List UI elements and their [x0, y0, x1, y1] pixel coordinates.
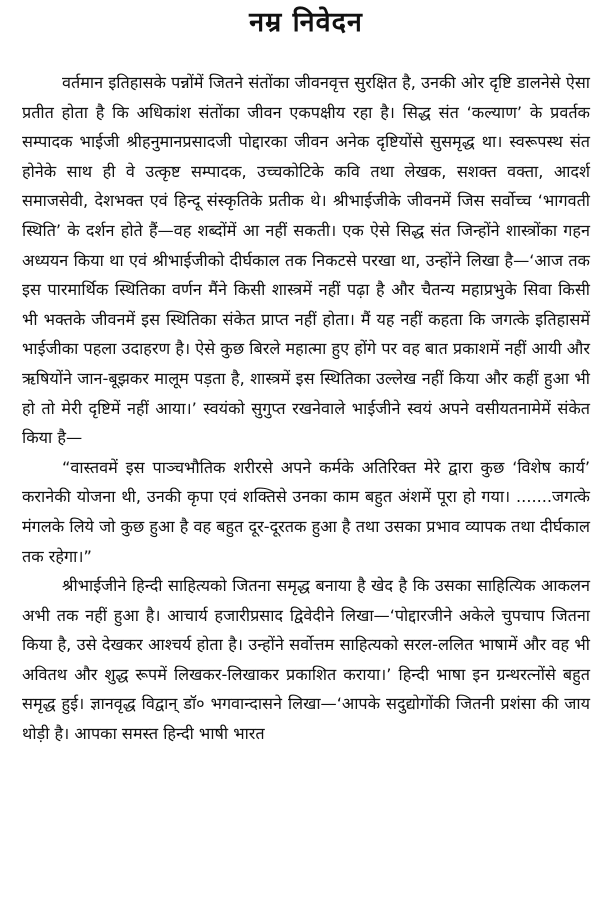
page-title: नम्र निवेदन — [249, 7, 363, 38]
paragraph-quote: “वास्तवमें इस पाञ्चभौतिक शरीरसे अपने कर्मके अतिरिक्त मेरे द्वारा कुछ ‘विशेष कार्य’ करानेकी योजना थी, उनकी कृपा एवं शक्तिसे उनका काम बहुत अंशमें पूरा हो गया। .......जगत्के मंगलके लिये जो कुछ हुआ है वह बहुत दूर-दूरतक हुआ है तथा उसका प्रभाव व्यापक तथा दीर्घकाल तक रहेगा।” — [22, 457, 590, 566]
paragraph-intro: वर्तमान इतिहासके पन्नोंमें जितने संतोंका जीवनवृत्त सुरक्षित है, उनकी ओर दृष्टि डालनेसे ऐसा प्रतीत होता है कि अधिकांश संतोंका जीवन एकपक्षीय रहा है। सिद्ध संत ‘कल्याण’ के प्रवर्तक सम्पादक भाईजी श्रीहनुमानप्रसादजी पोद्दारका जीवन अनेक दृष्टियोंसे सुसमृद्ध था। स्वरूपस्थ संत होनेके साथ ही वे उत्कृष्ट सम्पादक, उच्चकोटिके कवि तथा लेखक, सशक्त वक्ता, आदर्श समाजसेवी, देशभक्त एवं हिन्दू संस्कृतिके प्रतीक थे। श्रीभाईजीके जीवनमें जिस सर्वोच्च ‘भागवती स्थिति’ के दर्शन होते हैं—वह शब्दोंमें आ नहीं सकती। एक ऐसे सिद्ध संत जिन्होंने शास्त्रोंका गहन अध्ययन किया था एवं श्रीभाईजीको दीर्घकाल तक निकटसे परखा था, उन्होंने लिखा है—‘आज तक इस पारमार्थिक स्थितिका वर्णन मैंने किसी शास्त्रमें नहीं पढ़ा है और चैतन्य महाप्रभुके सिवा किसी भी भक्तके जीवनमें इस स्थितिका संकेत प्राप्त नहीं होता। मैं यह नहीं कहता कि जगत्के इतिहासमें भाईजीका पहला उदाहरण है। ऐसे कुछ बिरले महात्मा हुए होंगे पर वह बात प्रकाशमें नहीं आयी और ऋषियोंने जान-बूझकर मालूम पड़ता है, शास्त्रमें इस स्थितिका उल्लेख नहीं किया और कहीं हुआ भी हो तो मेरी दृष्टिमें नहीं आया।’ स्वयंको सुगुप्त रखनेवाले भाईजीने स्वयं अपने वसीयतनामेमें संकेत किया है— — [22, 73, 590, 448]
paragraph-literature: श्रीभाईजीने हिन्दी साहित्यको जितना समृद्ध बनाया है खेद है कि उसका साहित्यिक आकलन अभी तक नहीं हुआ है। आचार्य हजारीप्रसाद द्विवेदीने लिखा—‘पोद्दारजीने अकेले चुपचाप जितना किया है, उसे देखकर आश्चर्य होता है। उन्होंने सर्वोत्तम साहित्यको सरल-ललित भाषामें और वह भी अवितथ और शुद्ध रूपमें लिखकर-लिखाकर प्रकाशित कराया।’ हिन्दी भाषा इन ग्रन्थरत्नोंसे बहुत समृद्ध हुई। ज्ञानवृद्ध विद्वान् डॉ० भगवान्दासने लिखा—‘आपके सदुद्योगोंकी जितनी प्रशंसा की जाय थोड़ी है। आपका समस्त हिन्दी भाषी भारत — [22, 576, 590, 744]
